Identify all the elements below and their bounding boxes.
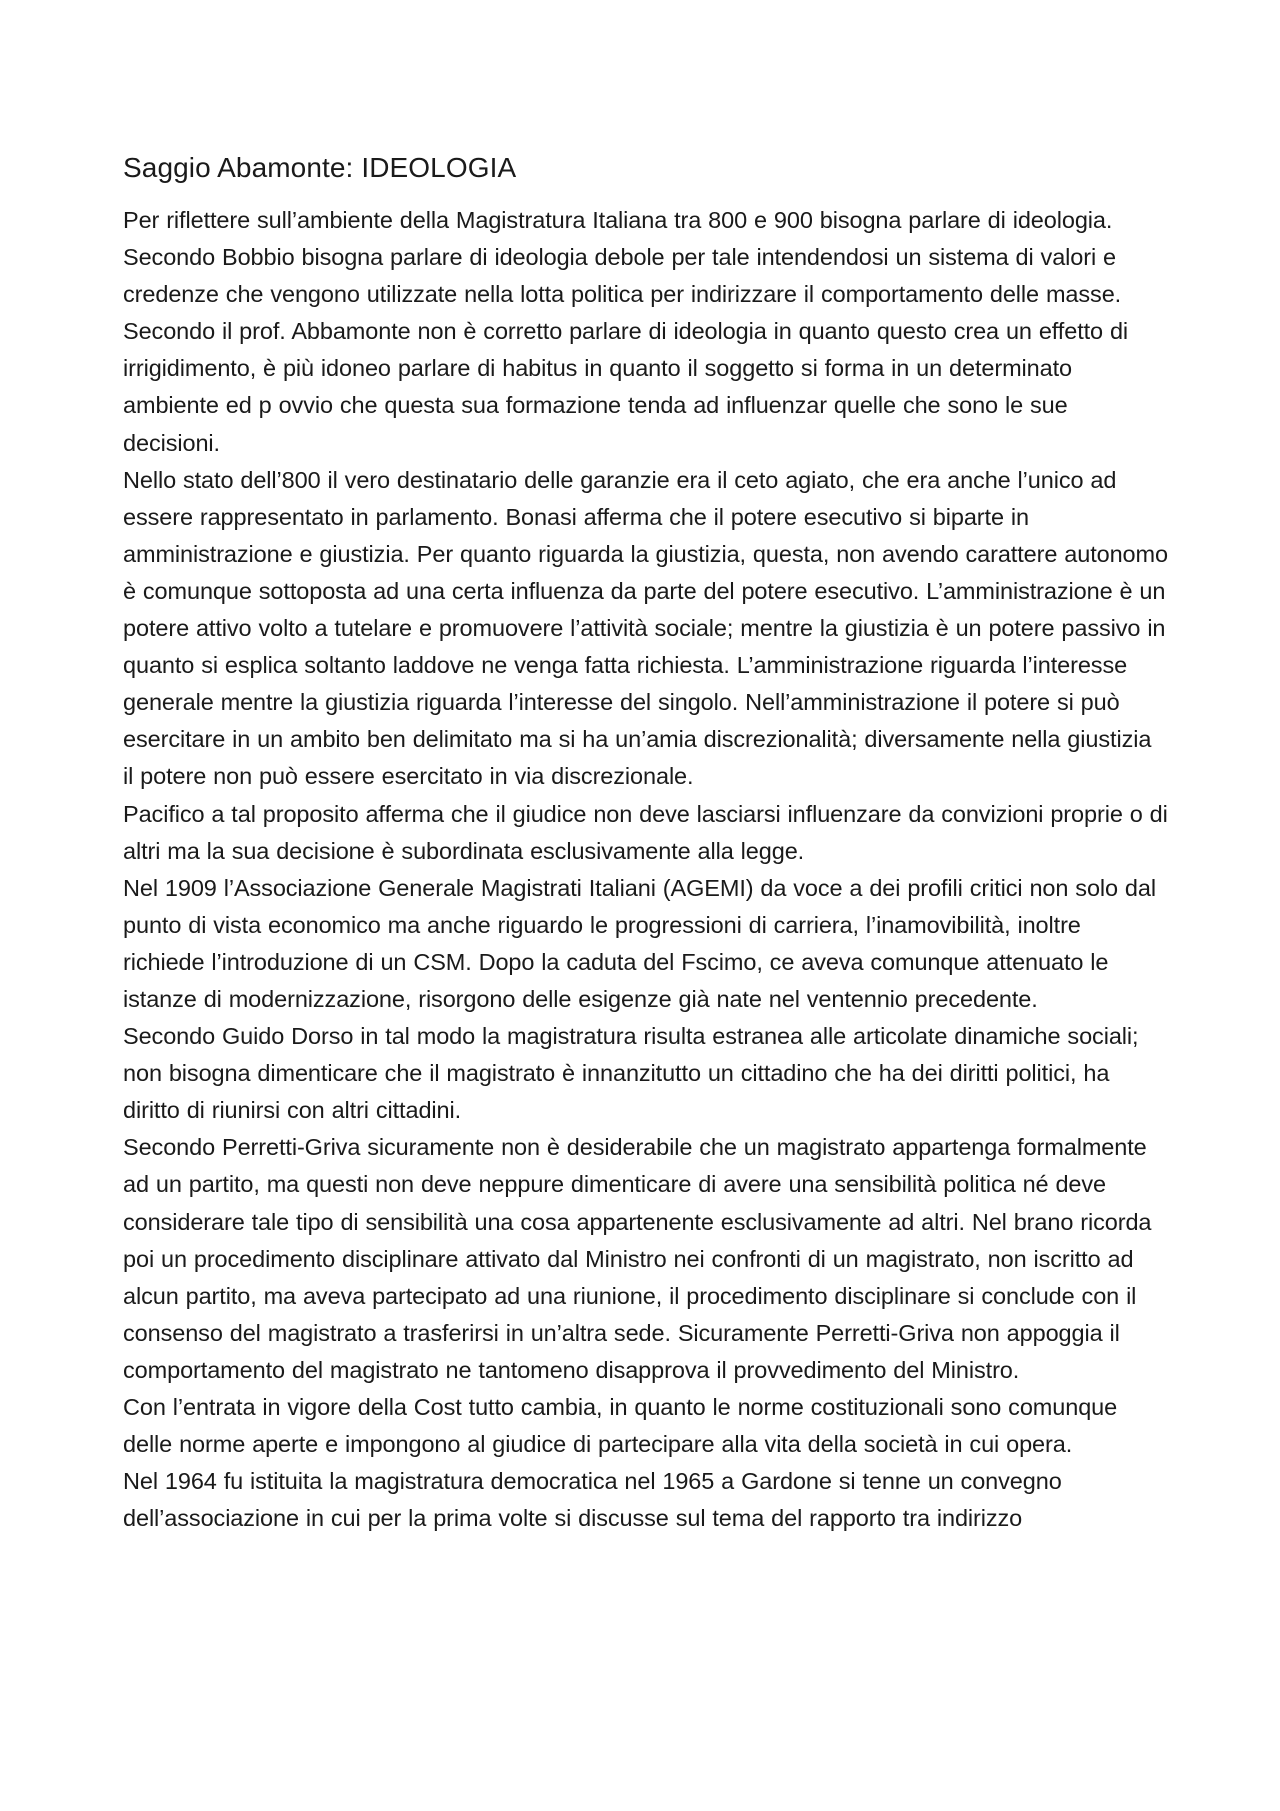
paragraph-pacifico: Pacifico a tal proposito afferma che il giudice non deve lasciarsi influenzare da convizioni proprie o di altri ma la sua decisione è subordinata esclusivamente alla legge. [123,800,1168,864]
paragraph-perretti-griva: Secondo Perretti-Griva sicuramente non è desiderabile che un magistrato appartenga formalmente ad un partito, ma questi non deve neppure dimenticare di avere una sensibilità politica né deve considerare tale tipo di sensibilità una cosa appartenente esclusivamente ad altri. Nel brano ricorda poi un procedimento disciplinare attivato dal Ministro nei confronti di un magistrato, non iscritto ad alcun partito, ma aveva partecipato ad una riunione, il procedimento disciplinare si conclude con il consenso del magistrato a trasferirsi in un’altra sede. Sicuramente Perretti-Griva non appoggia il comportamento del magistrato ne tantomeno disapprova il provvedimento del Ministro. [123,1134,1152,1383]
paragraph-stato-800: Nello stato dell’800 il vero destinatario delle garanzie era il ceto agiato, che era anche l’unico ad essere rappresentato in parlamento. Bonasi afferma che il potere esecutivo si biparte in amministrazione e giustizia. Per quanto riguarda la giustizia, questa, non avendo carattere autonomo è comunque sottoposta ad una certa influenza da parte del potere esecutivo. L’amministrazione è un potere attivo volto a tutelare e promuovere l’attività sociale; mentre la giustizia è un potere passivo in quanto si esplica soltanto laddove ne venga fatta richiesta. L’amministrazione riguarda l’interesse generale mentre la giustizia riguarda l’interesse del singolo. Nell’amministrazione il potere si può esercitare in un ambito ben delimitato ma si ha un’amia discrezionalità; diversamente nella giustizia il potere non può essere esercitato in via discrezionale. [123,466,1168,790]
document-title: Saggio Abamonte: IDEOLOGIA [123,152,517,183]
paragraph-costituzione: Con l’entrata in vigore della Cost tutto cambia, in quanto le norme costituzionali sono comunque delle norme aperte e impongono al giudice di partecipare alla vita della società in cui opera. [123,1394,1118,1458]
paragraph-magistratura-democratica: Nel 1964 fu istituita la magistratura democratica nel 1965 a Gardone si tenne un convegno dell’associazione in cui per la prima volte si discusse sul tema del rapporto tra indirizzo [123,1468,1062,1532]
paragraph-dorso: Secondo Guido Dorso in tal modo la magistratura risulta estranea alle articolate dinamiche sociali; non bisogna dimenticare che il magistrato è innanzitutto un cittadino che ha dei diritti politici, ha diritto di riunirsi con altri cittadini. [123,1023,1139,1124]
paragraph-ideologia: Per riflettere sull’ambiente della Magistratura Italiana tra 800 e 900 bisogna parlare di ideologia. Secondo Bobbio bisogna parlare di ideologia debole per tale intendendosi un sistema di valori e credenze che vengono utilizzate nella lotta politica per indirizzare il comportamento delle masse. Secondo il prof. Abbamonte non è corretto parlare di ideologia in quanto questo crea un effetto di irrigidimento, è più idoneo parlare di habitus in quanto il soggetto si forma in un determinato ambiente ed p ovvio che questa sua formazione tenda ad influenzar quelle che sono le sue decisioni. [123,207,1129,456]
document-page [123,150,1168,1537]
paragraph-agemi: Nel 1909 l’Associazione Generale Magistrati Italiani (AGEMI) da voce a dei profili critici non solo dal punto di vista economico ma anche riguardo le progressioni di carriera, l’inamovibilità, inoltre richiede l’introduzione di un CSM. Dopo la caduta del Fscimo, ce aveva comunque attenuato le istanze di modernizzazione, risorgono delle esigenze già nate nel ventennio precedente. [123,874,1156,1012]
